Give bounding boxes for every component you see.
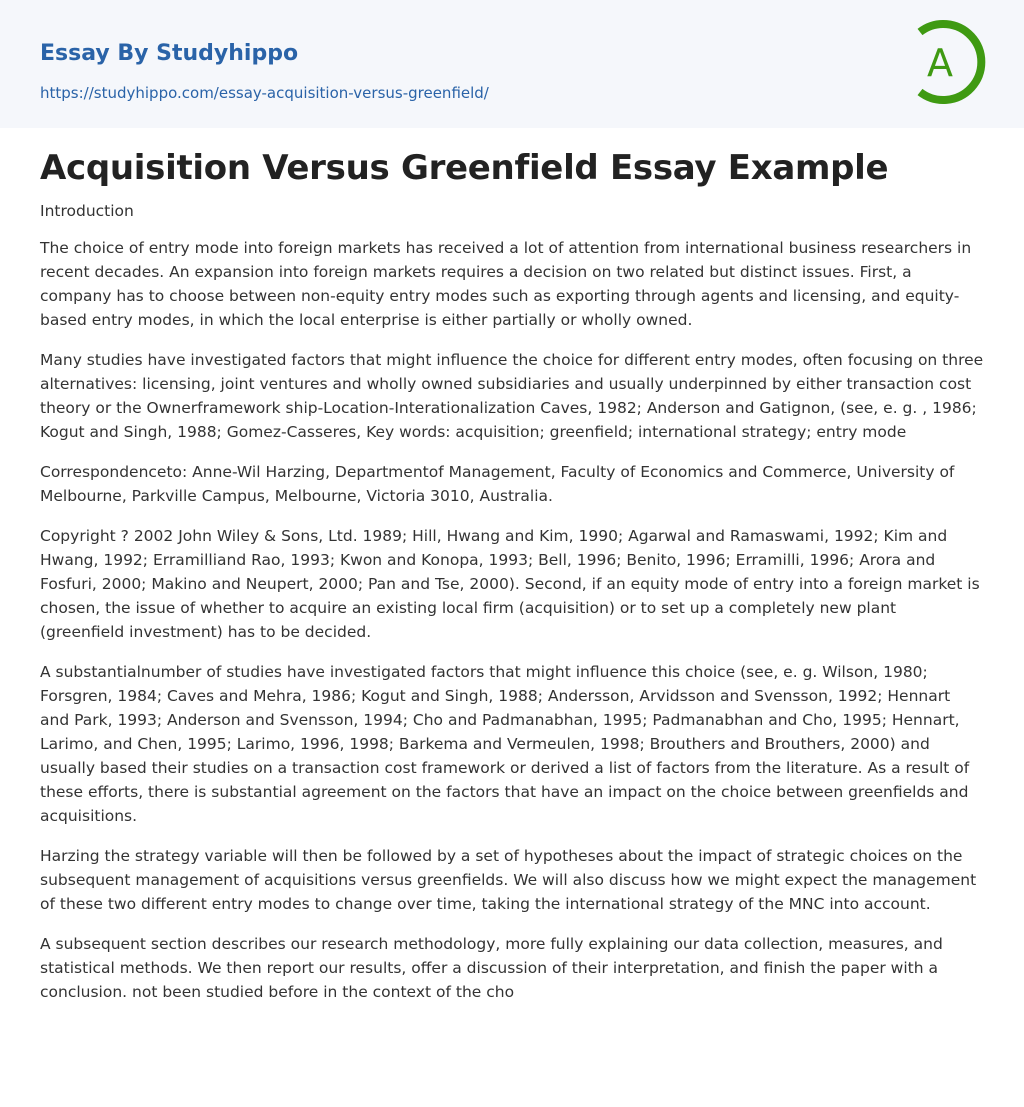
paragraph: Many studies have investigated factors that might influence the choice for different entry modes, often focusing on three alternatives: licensing, joint ventures and wholly owned subsidiaries and usually underpinned by either transaction cost theory or the Ownerframework ship-Location-Interationalization Caves, 1982; Anderson and Gatignon, (see, e. g. , 1986; Kogut and Singh, 1988; Gomez-Casseres, Key words: acquisition; greenfield; international strategy; entry mode xyxy=(40,351,984,441)
studyhippo-logo-icon[interactable] xyxy=(908,18,988,106)
paragraph: A subsequent section describes our research methodology, more fully explaining our data collection, measures, and statistical methods. We then report our results, offer a discussion of their interpretation, and finish the paper with a conclusion. not been studied before in the context of the cho xyxy=(40,935,943,1001)
article xyxy=(0,146,1024,1004)
essay-url-link[interactable]: https://studyhippo.com/essay-acquisition-versus-greenfield/ xyxy=(40,84,489,102)
paragraph: Harzing the strategy variable will then be followed by a set of hypotheses about the impact of strategic choices on the subsequent management of acquisitions versus greenfields. We will also discuss how we might expect the management of these two different entry modes to change over time, taking the international strategy of the MNC into account. xyxy=(40,847,977,913)
site-title[interactable]: Essay By Studyhippo xyxy=(40,41,299,66)
page-title: Acquisition Versus Greenfield Essay Example xyxy=(40,148,889,188)
paragraph: Copyright ? 2002 John Wiley & Sons, Ltd. 1989; Hill, Hwang and Kim, 1990; Agarwal and Ramaswami, 1992; Kim and Hwang, 1992; Erramilliand Rao, 1993; Kwon and Konopa, 1993; Bell, 1996; Benito, 1996; Erramilli, 1996; Arora and Fosfuri, 2000; Makino and Neupert, 2000; Pan and Tse, 2000). Second, if an equity mode of entry into a foreign market is chosen, the issue of whether to acquire an existing local firm (acquisition) or to set up a completely new plant (greenfield investment) has to be decided. xyxy=(40,527,980,641)
paragraph: A substantialnumber of studies have investigated factors that might influence this choice (see, e. g. Wilson, 1980; Forsgren, 1984; Caves and Mehra, 1986; Kogut and Singh, 1988; Andersson, Arvidsson and Svensson, 1992; Hennart and Park, 1993; Anderson and Svensson, 1994; Cho and Padmanabhan, 1995; Padmanabhan and Cho, 1995; Hennart, Larimo, and Chen, 1995; Larimo, 1996, 1998; Barkema and Vermeulen, 1998; Brouthers and Brouthers, 2000) and usually based their studies on a transaction cost framework or derived a list of factors from the literature. As a result of these efforts, there is substantial agreement on the factors that have an impact on the choice between greenfields and acquisitions. xyxy=(40,663,970,825)
logo-letter: A xyxy=(927,41,953,85)
site-header xyxy=(0,0,1024,128)
paragraph: Correspondenceto: Anne-Wil Harzing, Departmentof Management, Faculty of Economics and Commerce, University of Melbourne, Parkville Campus, Melbourne, Victoria 3010, Australia. xyxy=(40,463,955,505)
paragraph: The choice of entry mode into foreign markets has received a lot of attention from international business researchers in recent decades. An expansion into foreign markets requires a decision on two related but distinct issues. First, a company has to choose between non-equity entry modes such as exporting through agents and licensing, and equity-based entry modes, in which the local enterprise is either partially or wholly owned. xyxy=(40,239,972,329)
intro-heading: Introduction xyxy=(40,202,134,220)
